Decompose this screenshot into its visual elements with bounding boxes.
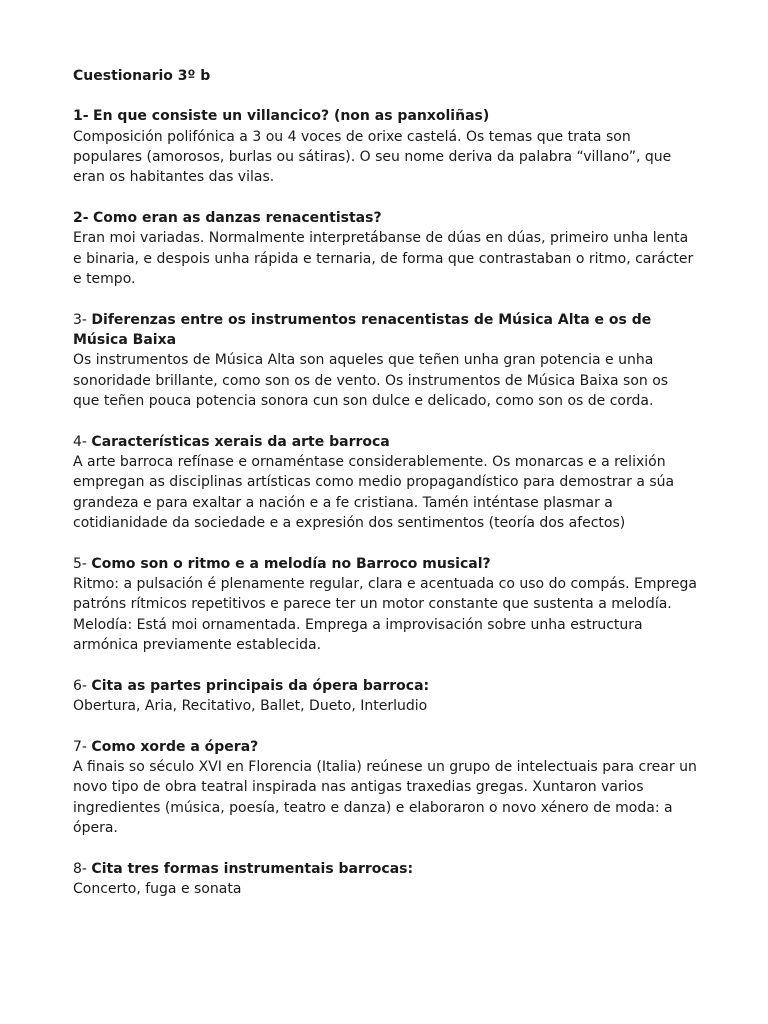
answer-7: A finais so século XVI en Florencia (Italia) reúnese un grupo de intelectuais para crear un novo tipo de obra teatral inspirada nas antigas traxedias gregas. Xuntaron varios ingredientes (música, poesía, teatro e danza) e elaboraron o novo xénero de moda: a ópera. — [73, 759, 697, 836]
answer-4: A arte barroca refínase e ornaméntase considerablemente. Os monarcas e a relixión empregan as disciplinas artísticas como medio propagandístico para demostrar a súa grandeza e para exaltar a nación e a fe cristiana. Tamén inténtase plasmar a cotidianidade da sociedade e a expresión dos sentimentos (teoría dos afectos) — [73, 453, 675, 531]
answer-3: Os instrumentos de Música Alta son aqueles que teñen unha gran potencia e unha sonoridade brillante, como son os de vento. Os instrumentos de Música Baixa son os que teñen pouca potencia sonora cun son dulce e delicado, como son os de corda. — [73, 352, 669, 409]
answer-1: Composición polifónica a 3 ou 4 voces de orixe castelá. Os temas que trata son populares (amorosos, burlas ou sátiras). O seu nome deriva da palabra “villano”, que eran os habitantes das vilas. — [73, 128, 672, 186]
question-number: 3- — [73, 311, 87, 328]
document-title: Cuestionario 3º b — [73, 68, 211, 84]
qa-item-8 — [73, 859, 698, 900]
question-3 — [73, 310, 698, 351]
question-text: Cita tres formas instrumentais barrocas: — [91, 860, 414, 877]
qa-item-5 — [73, 554, 698, 655]
question-text: Diferenzas entre os instrumentos renacentistas de Música Alta e os de Música Baixa — [73, 311, 652, 348]
question-text: Como son o ritmo e a melodía no Barroco musical? — [91, 555, 491, 572]
question-number: 4- — [73, 433, 87, 450]
question-1 — [73, 106, 698, 126]
answer-5: Ritmo: a pulsación é plenamente regular, clara e acentuada co uso do compás. Emprega patróns rítmicos repetitivos e parece ter un motor constante que sustenta a melodía. Melodía: Está moi ornamentada. Emprega a improvisación sobre unha estructura armónica previamente establecida. — [73, 575, 697, 653]
question-number: 5- — [73, 555, 87, 572]
question-number: 2- — [73, 209, 89, 226]
question-6 — [73, 676, 698, 696]
question-2 — [73, 208, 698, 228]
question-number: 6- — [73, 677, 87, 694]
question-text: Como xorde a ópera? — [91, 738, 259, 755]
question-7 — [73, 737, 698, 757]
question-4 — [73, 432, 698, 452]
question-number: 1- — [73, 108, 89, 125]
qa-item-1 — [73, 106, 698, 187]
question-number: 8- — [73, 860, 87, 877]
qa-item-2 — [73, 208, 698, 289]
question-text: Características xerais da arte barroca — [91, 433, 390, 450]
document-page — [73, 66, 698, 920]
qa-item-6 — [73, 676, 698, 717]
question-5 — [73, 554, 698, 574]
question-number: 7- — [73, 738, 87, 755]
answer-6: Obertura, Aria, Recitativo, Ballet, Dueto, Interludio — [73, 697, 428, 714]
question-text: Cita as partes principais da ópera barroca: — [91, 677, 430, 694]
answer-8: Concerto, fuga e sonata — [73, 881, 242, 897]
question-8 — [73, 859, 698, 879]
qa-item-7 — [73, 737, 698, 838]
qa-item-4 — [73, 432, 698, 533]
qa-item-3 — [73, 310, 698, 411]
question-text: Como eran as danzas renacentistas? — [93, 209, 382, 226]
answer-2: Eran moi variadas. Normalmente interpretábanse de dúas en dúas, primeiro unha lenta e binaria, e despois unha rápida e ternaria, de forma que contrastaban o ritmo, carácter e tempo. — [73, 230, 694, 287]
question-text: En que consiste un villancico? (non as panxoliñas) — [93, 108, 490, 125]
